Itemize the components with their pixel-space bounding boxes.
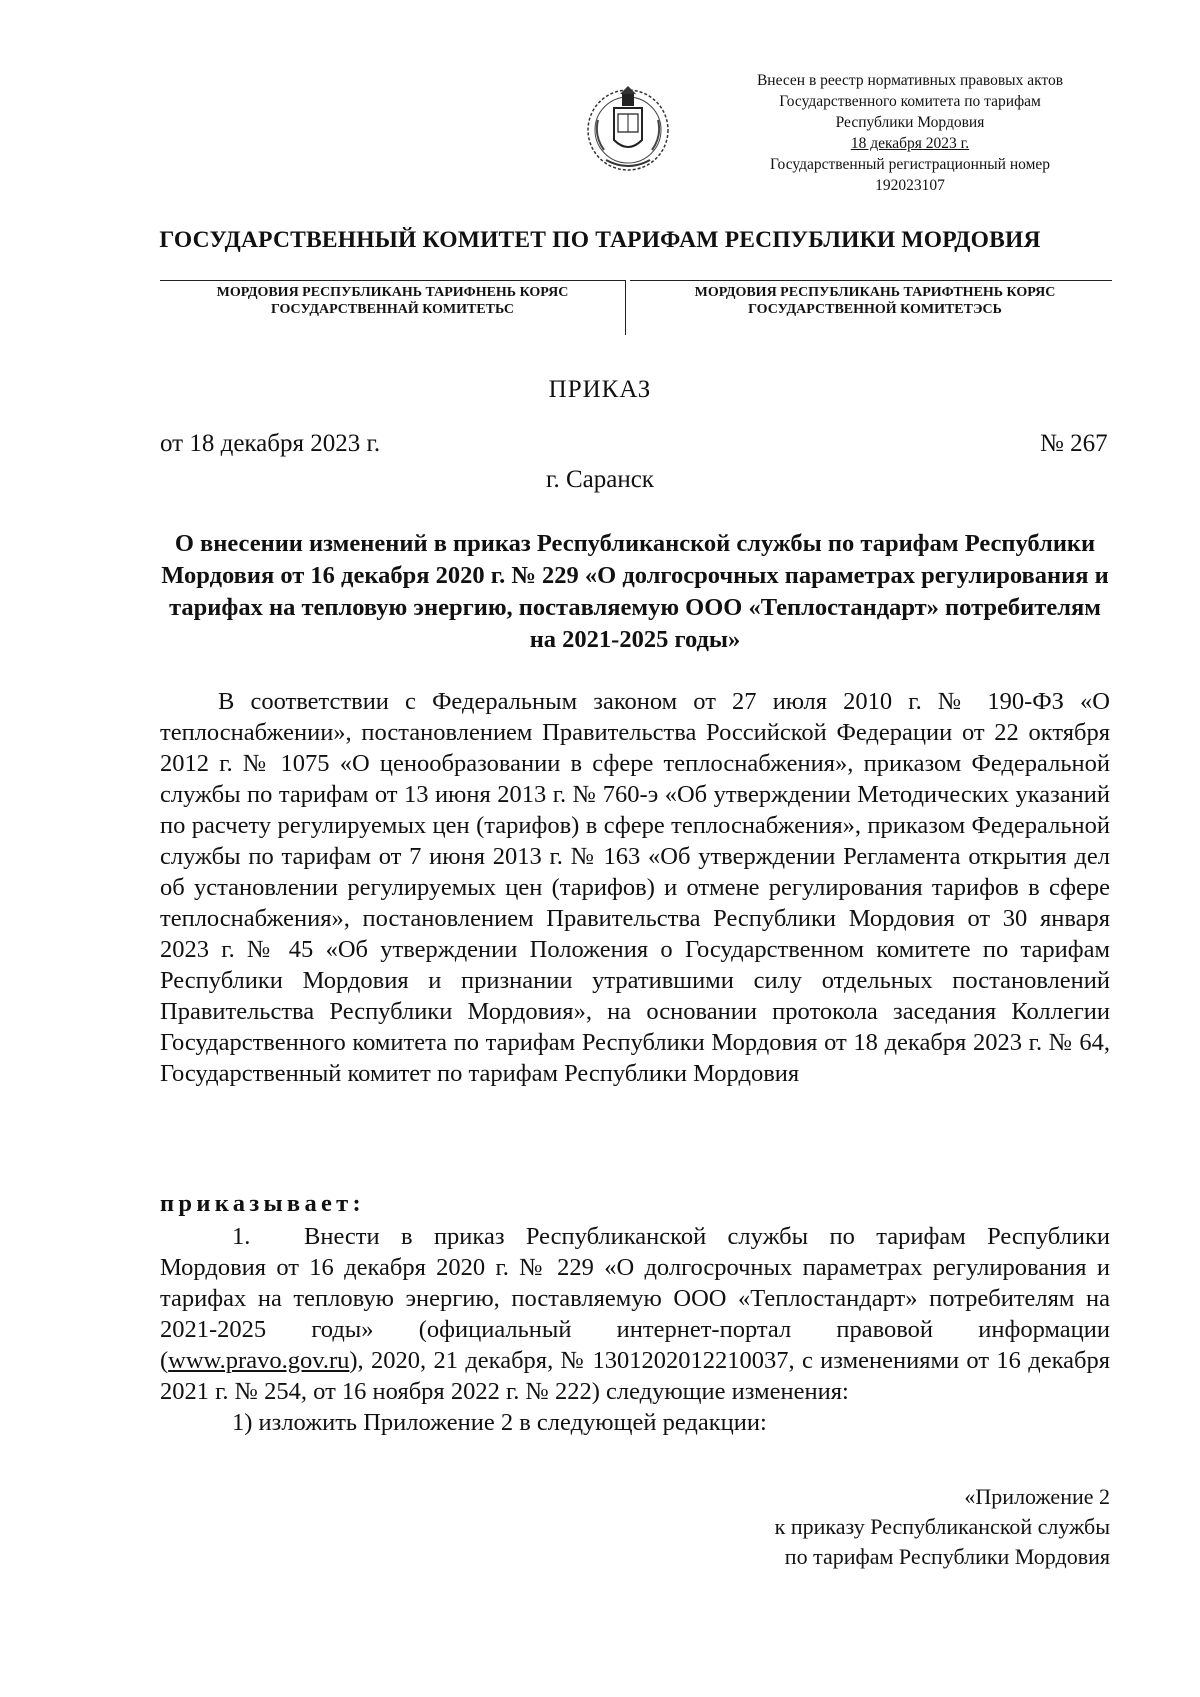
order-city: г. Саранск — [546, 466, 654, 493]
pravo-link[interactable]: www.pravo.gov.ru — [168, 1347, 350, 1374]
stamp-line: Государственный регистрационный номер — [769, 156, 1051, 173]
stamp-line: Республики Мордовия — [835, 114, 985, 131]
coat-of-arms-emblem — [584, 80, 672, 176]
stamp-line: Внесен в реестр нормативных правовых актов — [756, 72, 1064, 89]
item-text: Внести в приказ Республиканской службы по тарифам Республики Мордовия от 16 декабря 2020 г. № 229 «О долгосрочных параметрах регулирования и тарифах на тепловую энергию, поставляемую ООО «Теплостандарт» потребителям на 2021-2025 годы» (официальный интернет-портал правовой информации ( — [160, 1223, 1110, 1374]
subitem-1: 1) изложить Приложение 2 в следующей редакции: — [232, 1409, 767, 1436]
order-number: № 267 — [1040, 430, 1108, 457]
appendix-line: к приказу Республиканской службы — [774, 1514, 1110, 1539]
registry-stamp — [720, 70, 1100, 196]
item-text: ), 2020, 21 декабря, № 1301202012210037, с изменениями от 16 декабря 2021 г. № 254, от 16 ноября 2022 г. № 222) следующие изменения: — [160, 1347, 1110, 1405]
appendix-line: «Приложение 2 — [964, 1484, 1110, 1509]
item-number: 1. — [232, 1223, 251, 1250]
committee-title: ГОСУДАРСТВЕННЫЙ КОМИТЕТ ПО ТАРИФАМ РЕСПУБЛИКИ МОРДОВИЯ — [159, 227, 1041, 253]
order-date: от 18 декабря 2023 г. — [160, 430, 381, 457]
stamp-date: 18 декабря 2023 г. — [850, 135, 970, 152]
mordovian-name-line: ГОСУДАРСТВЕННОЙ КОМИТЕТЭСЬ — [748, 302, 1002, 317]
preamble-paragraph: В соответствии с Федеральным законом от 27 июля 2010 г. № 190-ФЗ «О теплоснабжении», постановлением Правительства Российской Федерации от 22 октября 2012 г. № 1075 «О ценообразовании в сфере теплоснабжения», приказом Федеральной службы по тарифам от 13 июня 2013 г. № 760-э «Об утверждении Методических указаний по расчету регулируемых цен (тарифов) в сфере теплоснабжения», приказом Федеральной службы по тарифам от 7 июня 2013 г. № 163 «Об утверждении Регламента открытия дел об установлении регулируемых цен (тарифов) и отмене регулирования тарифов в сфере теплоснабжения», постановлением Правительства Республики Мордовия от 30 января 2023 г. № 45 «Об утверждении Положения о Государственном комитете по тарифам Республики Мордовия и признании утратившими силу отдельных постановлений Правительства Республики Мордовия», на основании протокола заседания Коллегии Государственного комитета по тарифам Республики Мордовия от 18 декабря 2023 г. № 64, Государственный комитет по тарифам Республики Мордовия — [160, 688, 1110, 1087]
mordovian-name-left — [160, 284, 625, 318]
order-subject: О внесении изменений в приказ Республиканской службы по тарифам Республики Мордовия от 16 декабря 2020 г. № 229 «О долгосрочных параметрах регулирования и тарифах на тепловую энергию, поставляемую ООО «Теплостандарт» потребителям на 2021-2025 годы» — [161, 530, 1109, 653]
mordovian-name-line: МОРДОВИЯ РЕСПУБЛИКАНЬ ТАРИФТНЕНЬ КОРЯС — [694, 285, 1056, 300]
header-rule — [160, 280, 625, 281]
mordovian-name-line: МОРДОВИЯ РЕСПУБЛИКАНЬ ТАРИФНЕНЬ КОРЯС — [216, 285, 569, 300]
item-1-paragraph — [160, 1221, 1110, 1407]
prikazyvaet-word: приказывает: — [160, 1190, 365, 1217]
stamp-reg-number: 192023107 — [875, 177, 945, 194]
appendix-line: по тарифам Республики Мордовия — [784, 1544, 1110, 1569]
header-rule — [630, 280, 1112, 281]
order-title: ПРИКАЗ — [548, 376, 652, 403]
mordovian-name-line: ГОСУДАРСТВЕННАЙ КОМИТЕТЬС — [270, 302, 515, 317]
appendix-header — [700, 1482, 1110, 1572]
header-divider — [625, 280, 626, 335]
stamp-line: Государственного комитета по тарифам — [779, 93, 1041, 110]
mordovian-name-right — [640, 284, 1110, 318]
